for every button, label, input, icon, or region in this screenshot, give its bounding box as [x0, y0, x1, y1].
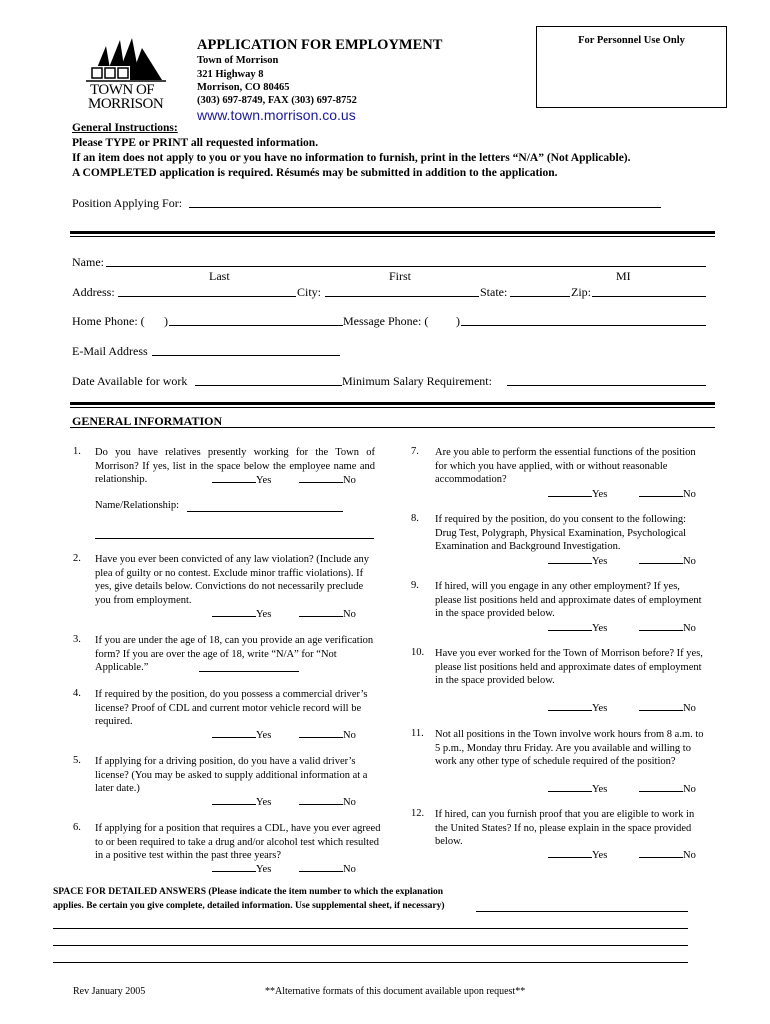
instructions-heading: General Instructions:: [72, 122, 178, 134]
message-phone-input[interactable]: [461, 325, 706, 326]
q3-text: If you are under the age of 18, can you provide an age verification form? If you are over the age of 18, write “N/A” for “Not Applicable.”: [95, 635, 374, 673]
q8-yes[interactable]: Yes: [548, 554, 607, 567]
q9-no[interactable]: No: [639, 621, 696, 634]
email-input[interactable]: [152, 355, 340, 356]
email-label: E-Mail Address: [72, 344, 148, 358]
q6-number: 6.: [73, 822, 81, 833]
name-first-caption: First: [389, 269, 412, 283]
q10-no[interactable]: No: [639, 701, 696, 714]
message-phone-label: Message Phone: (: [343, 314, 429, 328]
q6-text: If applying for a position that requires a CDL, have you ever agreed to or been required to take a drug and/or alcohol test which resulted in a positive test within the past three years?: [95, 823, 381, 861]
q1-no[interactable]: No: [299, 473, 356, 486]
q6-yes[interactable]: Yes: [212, 862, 271, 875]
city-label: City:: [297, 285, 322, 299]
logo-town-of: TOWN OF: [90, 82, 155, 98]
q2-number: 2.: [73, 553, 81, 564]
zip-label: Zip:: [571, 285, 591, 299]
answer-line-2[interactable]: [53, 945, 688, 946]
q4-yes[interactable]: Yes: [212, 728, 271, 741]
q6-no[interactable]: No: [299, 862, 356, 875]
q3-input[interactable]: [199, 671, 299, 672]
q4-text: If required by the position, do you possess a commercial driver’s license? Proof of CDL and current motor vehicle record will be required.: [95, 689, 368, 727]
zip-input[interactable]: [592, 296, 706, 297]
q9-number: 9.: [411, 580, 419, 591]
alternative-formats-note: **Alternative formats of this document available upon request**: [265, 986, 526, 997]
q7-yes[interactable]: Yes: [548, 487, 607, 500]
q12-no[interactable]: No: [639, 848, 696, 861]
q10-number: 10.: [411, 647, 425, 658]
date-available-input[interactable]: [195, 385, 342, 386]
org-name: Town of Morrison: [197, 55, 279, 66]
q11-no[interactable]: No: [639, 782, 696, 795]
q8-no[interactable]: No: [639, 554, 696, 567]
name-mi-caption: MI: [616, 269, 631, 283]
q1-text: Do you have relatives presently working for the Town of Morrison? If yes, list in the space below the employee name and relationship.: [95, 447, 375, 485]
min-salary-label: Minimum Salary Requirement:: [342, 374, 492, 388]
org-phone: (303) 697-8749, FAX (303) 697-8752: [197, 95, 357, 106]
q5-number: 5.: [73, 755, 81, 766]
general-info-rule: [70, 427, 715, 428]
q11-yes[interactable]: Yes: [548, 782, 607, 795]
personnel-use-box: [536, 26, 727, 108]
city-input[interactable]: [325, 296, 479, 297]
q1-number: 1.: [73, 446, 81, 457]
min-salary-input[interactable]: [507, 385, 706, 386]
q11-text: Not all positions in the Town involve work hours from 8 a.m. to 5 p.m., Monday thru Friday. Are you available and willing to work any other type of schedule required of the position?: [435, 729, 704, 767]
general-info-heading: GENERAL INFORMATION: [72, 414, 223, 428]
q11-number: 11.: [411, 728, 424, 739]
org-website[interactable]: www.town.morrison.co.us: [197, 107, 356, 123]
q3-number: 3.: [73, 634, 81, 645]
skyline-logo-icon: [86, 36, 170, 86]
revision-label: Rev January 2005: [73, 986, 146, 997]
state-input[interactable]: [510, 296, 570, 297]
q12-text: If hired, can you furnish proof that you are eligible to work in the United States? If no, please explain in the space provided below.: [435, 809, 695, 847]
home-phone-area-input[interactable]: [151, 325, 163, 326]
personnel-use-label: For Personnel Use Only: [578, 35, 685, 46]
answer-line-1[interactable]: [53, 928, 688, 929]
position-input[interactable]: [189, 207, 661, 208]
q7-text: Are you able to perform the essential functions of the position for which you have applied, with or without reasonable accommodation?: [435, 447, 696, 485]
q8-text: If required by the position, do you consent to the following: Drug Test, Polygraph, Physical Examination, Psychological Examination and Background Investigation.: [435, 514, 687, 552]
instructions-line1: Please TYPE or PRINT all requested information.: [72, 137, 319, 149]
space-heading-line2: applies. Be certain you give complete, detailed information. Use supplemental sheet, if necessary): [53, 901, 445, 911]
home-phone-label: Home Phone: (: [72, 314, 145, 328]
instructions-line2: If an item does not apply to you or you have no information to furnish, print in the letters “N/A” (Not Applicable).: [72, 152, 631, 164]
name-relationship-label: Name/Relationship:: [95, 500, 179, 511]
page-title: APPLICATION FOR EMPLOYMENT: [197, 37, 443, 53]
answer-line-3[interactable]: [53, 962, 688, 963]
name-label: Name:: [72, 255, 104, 269]
q4-number: 4.: [73, 688, 81, 699]
q8-number: 8.: [411, 513, 419, 524]
date-available-label: Date Available for work: [72, 374, 188, 388]
section-divider: [70, 231, 715, 237]
town-logo: [86, 36, 170, 114]
q7-number: 7.: [411, 446, 419, 457]
org-street: 321 Highway 8: [197, 69, 264, 80]
name-relationship-input-2[interactable]: [95, 538, 374, 539]
address-label: Address:: [72, 285, 115, 299]
q2-text: Have you ever been convicted of any law violation? (Include any plea of guilty or no contest. Exclude minor traffic violations). If yes, give details below. Convictions do not necessarily preclude you from employment.: [95, 554, 370, 606]
q9-yes[interactable]: Yes: [548, 621, 607, 634]
message-phone-close: ): [456, 314, 460, 328]
q9-text: If hired, will you engage in any other employment? If yes, please list positions held and approximate dates of employment in the space provided below.: [435, 581, 702, 619]
name-input[interactable]: [106, 266, 706, 267]
q5-yes[interactable]: Yes: [212, 795, 271, 808]
q10-yes[interactable]: Yes: [548, 701, 607, 714]
position-label: Position Applying For:: [72, 196, 183, 210]
q2-no[interactable]: No: [299, 607, 356, 620]
org-city: Morrison, CO 80465: [197, 82, 290, 93]
q5-text: If applying for a driving position, do you have a valid driver’s license? (You may be asked to supply additional information at a later date.): [95, 756, 368, 794]
q10-text: Have you ever worked for the Town of Morrison before? If yes, please list positions held and approximate dates of employment in the space provided below.: [435, 648, 703, 686]
q7-no[interactable]: No: [639, 487, 696, 500]
section-divider-2: [70, 402, 715, 408]
q4-no[interactable]: No: [299, 728, 356, 741]
home-phone-close: ): [164, 314, 168, 328]
instructions-line3: A COMPLETED application is required. Résumés may be submitted in addition to the application.: [72, 167, 558, 179]
logo-morrison: MORRISON: [88, 96, 164, 112]
address-input[interactable]: [118, 296, 296, 297]
home-phone-input[interactable]: [169, 325, 343, 326]
q12-yes[interactable]: Yes: [548, 848, 607, 861]
state-label: State:: [480, 285, 508, 299]
answer-line-0[interactable]: [476, 911, 688, 912]
q5-no[interactable]: No: [299, 795, 356, 808]
space-heading-line1: SPACE FOR DETAILED ANSWERS (Please indicate the item number to which the explanation: [53, 887, 444, 897]
q2-yes[interactable]: Yes: [212, 607, 271, 620]
q1-yes[interactable]: Yes: [212, 473, 271, 486]
name-relationship-input[interactable]: [187, 511, 343, 512]
q12-number: 12.: [411, 808, 425, 819]
name-last-caption: Last: [209, 269, 230, 283]
